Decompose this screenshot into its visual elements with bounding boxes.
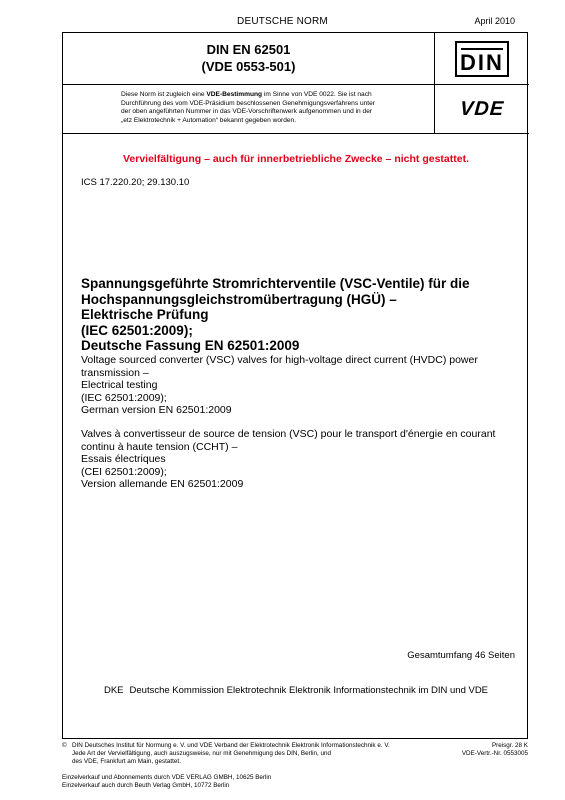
title-french-line: Essais électriques bbox=[81, 453, 166, 466]
title-english-line: (IEC 62501:2009); bbox=[81, 391, 167, 404]
dke-full-name: Deutsche Kommission Elektrotechnik Elektronik Informationstechnik im DIN und VDE bbox=[129, 685, 489, 696]
document-category: DEUTSCHE NORM bbox=[237, 16, 328, 27]
copyright-line: des VDE, Frankfurt am Main, gestattet. bbox=[72, 757, 181, 765]
standard-number: DIN EN 62501 bbox=[206, 42, 291, 57]
note-bold-term: VDE-Bestimmung bbox=[206, 91, 263, 98]
total-pages: Gesamtumfang 46 Seiten bbox=[407, 650, 515, 661]
vde-logo-cell bbox=[435, 85, 529, 134]
price-group: Preisgr. 28 K bbox=[491, 742, 528, 749]
copyright-line: Jede Art der Vervielfältigung, auch auszugsweise, nur mit Genehmigung des DIN, Berlin, und bbox=[72, 749, 332, 757]
publication-date: April 2010 bbox=[474, 16, 515, 26]
dke-line bbox=[63, 685, 529, 696]
title-french bbox=[81, 428, 521, 491]
copyright-symbol: © bbox=[62, 742, 67, 749]
note-intro: Diese Norm ist zugleich eine bbox=[121, 91, 207, 98]
title-english-line: transmission – bbox=[81, 366, 149, 379]
din-logo bbox=[455, 41, 509, 77]
din-logo-text: DIN bbox=[460, 49, 504, 75]
copyright-line: DIN Deutsches Institut für Normung e. V. und VDE Verband der Elektrotechnik Elektronik Informationstechnik e. V. bbox=[72, 742, 390, 749]
title-french-line: (CEI 62501:2009); bbox=[81, 465, 167, 478]
title-german-line: Elektrische Prüfung bbox=[81, 307, 209, 322]
copyright-block bbox=[62, 742, 412, 766]
title-french-line: Valves à convertisseur de source de tension (VSC) pour le transport d'énergie en courant bbox=[81, 428, 496, 440]
order-info bbox=[462, 742, 528, 758]
title-german-line: Spannungsgeführte Stromrichterventile (VSC-Ventile) für die bbox=[81, 276, 470, 291]
vde-logo: VDE bbox=[459, 97, 505, 120]
din-logo-cell bbox=[435, 33, 529, 85]
standard-number-box bbox=[63, 33, 435, 85]
title-english-line: Electrical testing bbox=[81, 379, 158, 392]
ics-codes: ICS 17.220.20; 29.130.10 bbox=[81, 177, 190, 188]
sales-line: Einzelverkauf auch durch Beuth Verlag GmbH, 10772 Berlin bbox=[62, 781, 230, 789]
sales-info bbox=[62, 774, 528, 790]
note-line-4: „etz Elektrotechnik + Automation“ bekannt gegeben worden. bbox=[121, 116, 297, 124]
vde-regulation-note bbox=[63, 85, 435, 134]
title-german-line: (IEC 62501:2009); bbox=[81, 322, 193, 338]
reproduction-notice: Vervielfältigung – auch für innerbetriebliche Zwecke – nicht gestattet. bbox=[122, 153, 469, 165]
title-german-line: Hochspannungsgleichstromübertragung (HGÜ) – bbox=[81, 291, 397, 307]
title-english-line: German version EN 62501:2009 bbox=[81, 404, 232, 417]
title-german-line: Deutsche Fassung EN 62501:2009 bbox=[81, 338, 300, 353]
sales-line: Einzelverkauf und Abonnements durch VDE VERLAG GMBH, 10625 Berlin bbox=[62, 774, 272, 781]
vde-order-number: VDE-Vertr.-Nr. 0553005 bbox=[461, 749, 528, 757]
title-french-line: continu à haute tension (CCHT) – bbox=[81, 440, 238, 453]
note-line-1: im Sinne von VDE 0022. Sie ist nach bbox=[262, 91, 372, 98]
vde-classification: (VDE 0553-501) bbox=[201, 59, 296, 74]
dke-abbreviation: DKE bbox=[103, 685, 124, 696]
title-german bbox=[81, 276, 521, 354]
title-english bbox=[81, 354, 521, 417]
title-page-frame bbox=[62, 32, 528, 739]
title-english-line: Voltage sourced converter (VSC) valves for high-voltage direct current (HVDC) power bbox=[81, 354, 478, 366]
note-line-2: Durchführung des vom VDE-Präsidium beschlossenen Genehmigungsverfahrens unter bbox=[121, 99, 375, 107]
note-line-3: der oben angeführten Nummer in das VDE-Vorschriftenwerk aufgenommen und in der bbox=[121, 108, 373, 116]
title-french-line: Version allemande EN 62501:2009 bbox=[81, 478, 244, 491]
